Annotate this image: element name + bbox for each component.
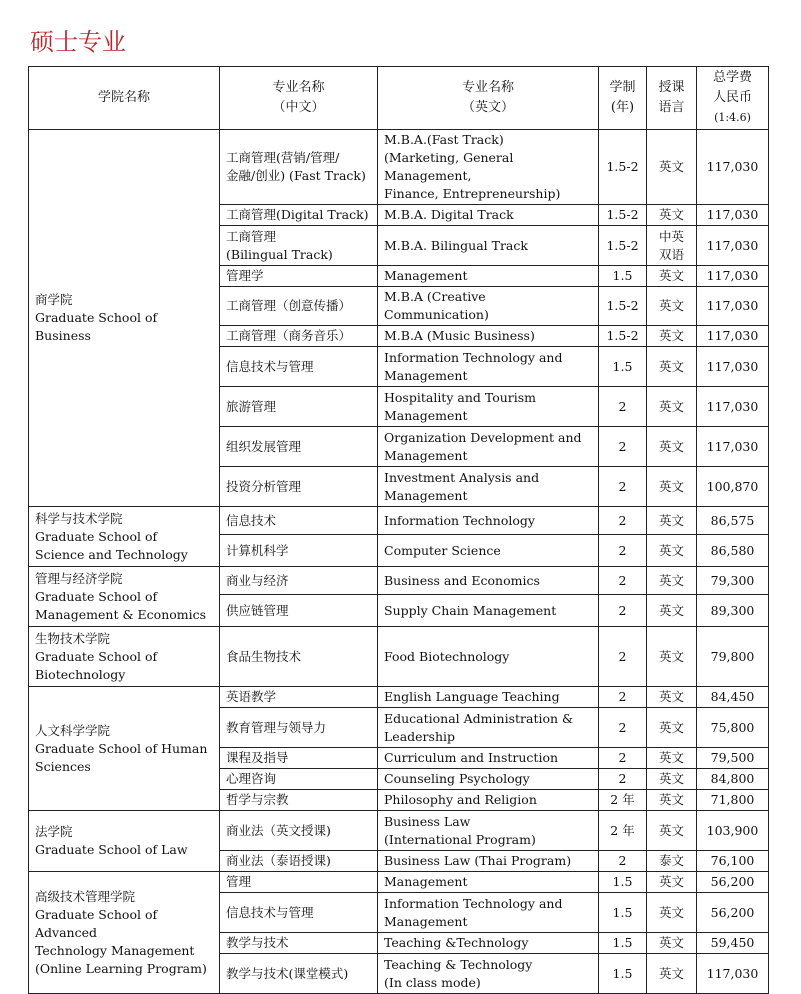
major-cn-line: 供应链管理 <box>226 602 289 618</box>
language-cell <box>647 427 697 467</box>
school-name-line: 人文科学学院 <box>35 722 111 738</box>
table-row <box>29 872 769 893</box>
header-duration-line: 学制 <box>609 80 636 95</box>
major-en-cell <box>378 595 599 627</box>
language-cell <box>647 507 697 535</box>
language-line: 英文 <box>658 935 684 950</box>
major-en-cell <box>378 893 599 933</box>
language-cell <box>647 627 697 687</box>
major-en-line: Management <box>384 447 468 463</box>
table-body <box>29 130 769 994</box>
major-en-cell <box>378 535 599 567</box>
major-cn-cell <box>220 205 378 226</box>
table-row <box>29 567 769 595</box>
language-cell <box>647 467 697 507</box>
duration-cell: 2 <box>599 748 647 769</box>
school-name-cell <box>29 687 220 811</box>
major-cn-line: 工商管理（创意传播） <box>226 298 352 313</box>
major-cn-cell <box>220 790 378 811</box>
major-cn-cell <box>220 933 378 954</box>
fee-cell: 89,300 <box>697 595 769 627</box>
language-cell <box>647 933 697 954</box>
table-row <box>29 627 769 687</box>
language-cell <box>647 954 697 994</box>
major-cn-cell <box>220 535 378 567</box>
language-line: 英文 <box>658 750 684 765</box>
major-en-line: Organization Development and <box>384 429 582 445</box>
major-en-cell <box>378 507 599 535</box>
major-cn-line: 商业法（泰语授课) <box>226 853 331 868</box>
major-en-cell <box>378 748 599 769</box>
school-name-line: 生物技术学院 <box>35 630 111 646</box>
major-en-line: Business Law <box>384 813 471 829</box>
major-cn-line: 教育管理与领导力 <box>226 719 327 735</box>
major-en-cell <box>378 205 599 226</box>
fee-cell: 103,900 <box>697 811 769 851</box>
programs-table <box>28 66 769 994</box>
major-cn-cell <box>220 226 378 266</box>
major-cn-line: 心理咨询 <box>226 771 277 786</box>
language-line: 英文 <box>658 874 684 889</box>
header-language <box>647 67 697 130</box>
duration-cell: 1.5-2 <box>599 287 647 326</box>
duration-cell: 1.5-2 <box>599 226 647 266</box>
page-title: 硕士专业 <box>30 28 126 56</box>
major-en-line: Philosophy and Religion <box>384 792 537 807</box>
duration-cell: 2 <box>599 851 647 872</box>
major-cn-cell <box>220 287 378 326</box>
language-line: 双语 <box>658 246 684 262</box>
school-name-line: 管理与经济学院 <box>35 570 123 586</box>
table-row <box>29 507 769 535</box>
language-line: 英文 <box>658 358 684 374</box>
duration-cell: 1.5 <box>599 954 647 994</box>
major-en-line: Computer Science <box>384 542 501 558</box>
major-en-line: Information Technology and <box>384 349 563 365</box>
duration-cell: 2 <box>599 427 647 467</box>
header-fee-line: 总学费 <box>712 70 752 85</box>
major-en-cell <box>378 326 599 347</box>
fee-cell: 84,450 <box>697 687 769 708</box>
major-en-cell <box>378 347 599 387</box>
language-line: 英文 <box>658 771 684 786</box>
school-name-line: Science and Technology <box>35 546 188 562</box>
major-en-cell <box>378 387 599 427</box>
language-cell <box>647 130 697 205</box>
language-cell <box>647 748 697 769</box>
major-cn-line: 工商管理(Digital Track) <box>226 207 369 222</box>
major-en-cell <box>378 567 599 595</box>
language-cell <box>647 266 697 287</box>
header-major-en <box>378 67 599 130</box>
table-header <box>29 67 769 130</box>
school-name-line: 法学院 <box>35 824 73 839</box>
fee-cell: 117,030 <box>697 266 769 287</box>
major-en-cell <box>378 790 599 811</box>
major-cn-line: 商业与经济 <box>226 572 289 588</box>
major-cn-cell <box>220 708 378 748</box>
school-name-line: 高级技术管理学院 <box>35 888 136 904</box>
fee-cell: 71,800 <box>697 790 769 811</box>
major-cn-cell <box>220 387 378 427</box>
major-cn-cell <box>220 851 378 872</box>
language-cell <box>647 326 697 347</box>
duration-cell: 1.5-2 <box>599 130 647 205</box>
duration-cell: 1.5 <box>599 266 647 287</box>
major-cn-line: 信息技术与管理 <box>226 358 314 374</box>
major-cn-line: 工商管理（商务音乐） <box>226 328 352 343</box>
language-cell <box>647 851 697 872</box>
major-en-line: M.B.A.(Fast Track) <box>384 132 504 147</box>
major-cn-line: 教学与技术 <box>226 935 289 950</box>
major-en-line: Business Law (Thai Program) <box>384 853 572 868</box>
header-fee-line: 人民币 <box>712 90 752 105</box>
duration-cell: 2 <box>599 627 647 687</box>
major-en-line: (International Program) <box>384 831 536 847</box>
major-cn-cell <box>220 567 378 595</box>
major-en-cell <box>378 933 599 954</box>
fee-cell: 59,450 <box>697 933 769 954</box>
major-cn-line: 哲学与宗教 <box>226 792 289 807</box>
major-en-line: Management <box>384 367 468 383</box>
school-name-cell <box>29 130 220 507</box>
header-school <box>29 67 220 130</box>
school-name-cell <box>29 567 220 627</box>
language-line: 泰文 <box>658 853 684 868</box>
major-cn-cell <box>220 893 378 933</box>
major-cn-cell <box>220 872 378 893</box>
school-name-line: Management & Economics <box>35 606 207 622</box>
language-line: 英文 <box>658 572 684 588</box>
major-en-line: Management <box>384 913 468 929</box>
fee-cell: 117,030 <box>697 387 769 427</box>
language-cell <box>647 708 697 748</box>
major-cn-cell <box>220 811 378 851</box>
language-line: 英文 <box>658 719 684 735</box>
major-en-line: Teaching &Technology <box>384 935 529 950</box>
major-cn-line: 食品生物技术 <box>226 648 302 664</box>
language-line: 英文 <box>658 328 684 343</box>
major-en-line: M.B.A. Digital Track <box>384 207 514 222</box>
school-name-line: Graduate School of Human <box>35 740 208 756</box>
language-line: 英文 <box>658 207 684 222</box>
language-cell <box>647 893 697 933</box>
fee-cell: 117,030 <box>697 130 769 205</box>
major-cn-cell <box>220 769 378 790</box>
language-line: 英文 <box>658 512 684 528</box>
language-cell <box>647 347 697 387</box>
major-en-cell <box>378 627 599 687</box>
major-cn-cell <box>220 130 378 205</box>
major-cn-cell <box>220 687 378 708</box>
language-line: 英文 <box>658 965 684 981</box>
major-cn-cell <box>220 266 378 287</box>
language-line: 中英 <box>658 228 684 244</box>
school-name-line: Graduate School of Law <box>35 842 188 857</box>
school-name-line: Graduate School of <box>35 528 158 544</box>
header-school-label: 学院名称 <box>97 90 150 105</box>
language-line: 英文 <box>658 542 684 558</box>
major-en-line: Information Technology and <box>384 895 563 911</box>
fee-cell: 117,030 <box>697 205 769 226</box>
duration-cell: 2 <box>599 687 647 708</box>
school-name-cell <box>29 872 220 994</box>
duration-cell: 2 <box>599 507 647 535</box>
duration-cell: 1.5-2 <box>599 205 647 226</box>
duration-cell: 2 年 <box>599 811 647 851</box>
language-cell <box>647 387 697 427</box>
major-en-line: M.B.A (Creative Communication) <box>384 289 489 322</box>
major-cn-line: 组织发展管理 <box>226 438 302 454</box>
major-en-line: Teaching & Technology <box>384 956 533 972</box>
header-major-cn-line: 专业名称 <box>272 80 325 95</box>
duration-cell: 2 <box>599 595 647 627</box>
fee-cell: 100,870 <box>697 467 769 507</box>
language-cell <box>647 687 697 708</box>
duration-cell: 1.5-2 <box>599 326 647 347</box>
major-cn-line: 计算机科学 <box>226 542 289 558</box>
major-en-line: Management <box>384 268 468 283</box>
duration-cell: 1.5 <box>599 872 647 893</box>
school-name-line: Graduate School of Business <box>35 310 158 343</box>
language-line: 英文 <box>658 478 684 494</box>
major-en-line: (In class mode) <box>384 974 481 990</box>
major-en-line: English Language Teaching <box>384 689 560 704</box>
fee-cell: 56,200 <box>697 872 769 893</box>
major-en-line: Management <box>384 874 468 889</box>
major-en-line: M.B.A (Music Business) <box>384 328 535 343</box>
language-cell <box>647 226 697 266</box>
major-cn-line: 投资分析管理 <box>226 478 302 494</box>
major-en-cell <box>378 467 599 507</box>
duration-cell: 1.5 <box>599 933 647 954</box>
fee-cell: 117,030 <box>697 287 769 326</box>
school-name-line: Technology Management <box>35 942 195 958</box>
school-name-line: (Online Learning Program) <box>35 960 207 976</box>
fee-cell: 86,580 <box>697 535 769 567</box>
major-cn-line: 教学与技术(课堂模式) <box>226 965 349 981</box>
major-cn-line: 金融/创业) (Fast Track) <box>226 168 366 183</box>
major-cn-line: 工商管理 <box>226 228 277 244</box>
major-cn-cell <box>220 326 378 347</box>
fee-cell: 56,200 <box>697 893 769 933</box>
duration-cell: 1.5 <box>599 347 647 387</box>
language-line: 英文 <box>658 159 684 174</box>
major-en-line: Educational Administration & <box>384 710 574 726</box>
major-cn-line: 旅游管理 <box>226 398 277 414</box>
language-line: 英文 <box>658 648 684 664</box>
major-en-cell <box>378 851 599 872</box>
table-row <box>29 130 769 205</box>
major-cn-cell <box>220 954 378 994</box>
major-en-cell <box>378 226 599 266</box>
major-cn-line: 英语教学 <box>226 689 277 704</box>
fee-cell: 79,800 <box>697 627 769 687</box>
major-cn-line: 信息技术 <box>226 512 277 528</box>
major-cn-cell <box>220 595 378 627</box>
major-en-line: Counseling Psychology <box>384 771 530 786</box>
major-en-line: Hospitality and Tourism <box>384 389 537 405</box>
header-major-en-line: 专业名称 <box>461 80 514 95</box>
major-en-line: Food Biotechnology <box>384 648 510 664</box>
language-cell <box>647 872 697 893</box>
major-en-cell <box>378 708 599 748</box>
language-line: 英文 <box>658 822 684 838</box>
major-cn-line: 信息技术与管理 <box>226 904 314 920</box>
language-line: 英文 <box>658 689 684 704</box>
major-en-cell <box>378 811 599 851</box>
table-row <box>29 811 769 851</box>
duration-cell: 2 <box>599 535 647 567</box>
school-name-line: 科学与技术学院 <box>35 510 123 526</box>
duration-cell: 2 <box>599 567 647 595</box>
duration-cell: 2 <box>599 708 647 748</box>
language-cell <box>647 790 697 811</box>
major-cn-line: 课程及指导 <box>226 750 289 765</box>
language-cell <box>647 769 697 790</box>
major-en-line: Management <box>384 407 468 423</box>
major-cn-cell <box>220 467 378 507</box>
header-duration <box>599 67 647 130</box>
major-cn-cell <box>220 507 378 535</box>
header-duration-line: (年) <box>610 100 635 115</box>
school-name-line: Graduate School of <box>35 588 158 604</box>
major-en-line: Leadership <box>384 728 455 744</box>
major-cn-cell <box>220 347 378 387</box>
major-cn-line: (Bilingual Track) <box>226 246 333 262</box>
language-line: 英文 <box>658 904 684 920</box>
school-name-cell <box>29 627 220 687</box>
fee-cell: 117,030 <box>697 226 769 266</box>
major-en-line: Supply Chain Management <box>384 602 557 618</box>
duration-cell: 2 年 <box>599 790 647 811</box>
table-row <box>29 687 769 708</box>
duration-cell: 2 <box>599 467 647 507</box>
major-en-line: Business and Economics <box>384 572 540 588</box>
language-line: 英文 <box>658 438 684 454</box>
fee-cell: 117,030 <box>697 347 769 387</box>
header-major-cn-line: （中文） <box>272 100 325 115</box>
language-cell <box>647 567 697 595</box>
header-major-en-line: （英文） <box>461 100 514 115</box>
major-en-line: M.B.A. Bilingual Track <box>384 237 528 253</box>
major-en-cell <box>378 287 599 326</box>
school-name-line: Sciences <box>35 758 91 774</box>
major-en-cell <box>378 427 599 467</box>
language-line: 英文 <box>658 298 684 313</box>
duration-cell: 1.5 <box>599 893 647 933</box>
fee-cell: 86,575 <box>697 507 769 535</box>
language-line: 英文 <box>658 268 684 283</box>
major-en-cell <box>378 954 599 994</box>
major-en-line: Investment Analysis and <box>384 469 540 485</box>
major-cn-cell <box>220 627 378 687</box>
school-name-cell <box>29 811 220 872</box>
school-name-line: Graduate School of Advanced <box>35 906 158 940</box>
school-name-line: Biotechnology <box>35 666 126 682</box>
major-cn-line: 商业法（英文授课) <box>226 822 331 838</box>
major-en-cell <box>378 872 599 893</box>
fee-cell: 76,100 <box>697 851 769 872</box>
fee-cell: 79,300 <box>697 567 769 595</box>
language-cell <box>647 595 697 627</box>
language-cell <box>647 535 697 567</box>
header-fee-ratio: (1:4.6) <box>714 111 751 124</box>
major-en-line: Finance, Entrepreneurship) <box>384 186 561 201</box>
major-en-line: Management <box>384 487 468 503</box>
major-en-line: (Marketing, General Management, <box>384 150 514 183</box>
major-en-line: Information Technology <box>384 512 535 528</box>
school-name-cell <box>29 507 220 567</box>
major-cn-cell <box>220 427 378 467</box>
fee-cell: 79,500 <box>697 748 769 769</box>
major-en-cell <box>378 130 599 205</box>
major-cn-line: 工商管理(营销/管理/ <box>226 150 340 165</box>
school-name-line: Graduate School of <box>35 648 158 664</box>
major-cn-cell <box>220 748 378 769</box>
fee-cell: 84,800 <box>697 769 769 790</box>
fee-cell: 117,030 <box>697 954 769 994</box>
header-major-cn <box>220 67 378 130</box>
major-en-cell <box>378 266 599 287</box>
duration-cell: 2 <box>599 769 647 790</box>
language-cell <box>647 205 697 226</box>
header-language-line: 语言 <box>658 100 685 115</box>
duration-cell: 2 <box>599 387 647 427</box>
major-en-line: Curriculum and Instruction <box>384 750 559 765</box>
major-cn-line: 管理学 <box>226 268 264 283</box>
header-language-line: 授课 <box>658 80 685 95</box>
major-en-cell <box>378 687 599 708</box>
fee-cell: 75,800 <box>697 708 769 748</box>
fee-cell: 117,030 <box>697 427 769 467</box>
language-line: 英文 <box>658 602 684 618</box>
school-name-line: 商学院 <box>35 292 73 307</box>
header-fee <box>697 67 769 130</box>
language-cell <box>647 811 697 851</box>
major-cn-line: 管理 <box>226 874 252 889</box>
major-en-cell <box>378 769 599 790</box>
language-line: 英文 <box>658 398 684 414</box>
fee-cell: 117,030 <box>697 326 769 347</box>
language-cell <box>647 287 697 326</box>
language-line: 英文 <box>658 792 684 807</box>
